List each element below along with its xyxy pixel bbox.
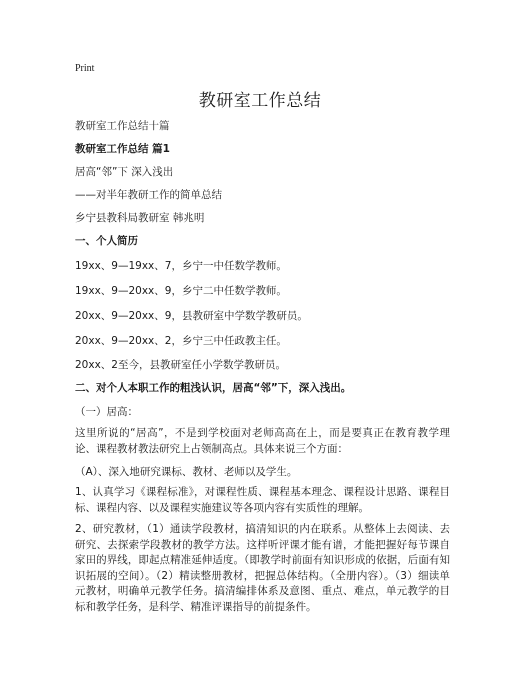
essay-subtitle-line: ——对半年教研工作的简单总结 — [75, 189, 222, 201]
subtitle-line: 教研室工作总结十篇 — [75, 120, 170, 132]
section-heading: 一、个人简历 — [75, 235, 138, 247]
author-line: 乡宁县教科局教研室 韩兆明 — [75, 212, 205, 224]
print-link[interactable]: Print — [75, 63, 95, 74]
section-heading: 二、对个人本职工作的粗浅认识，居高“邻”下，深入浅出。 — [75, 382, 352, 394]
paragraph: 1、认真学习《课程标准》，对课程性质、课程基本理念、课程设计思路、课程目标、课程内容、以及课程实施建议等各项内容有实质性的理解。 — [75, 486, 450, 514]
resume-item: 20xx、2至今，县教研室任小学数学教研员。 — [75, 359, 286, 371]
subsection-heading: （一）居高： — [75, 406, 138, 418]
paragraph: 2、研究教材，（1）通读学段教材，搞清知识的内在联系。从整体上去阅读、去研究、去探索学段教材的教学方法。这样听评课才能有谱，才能把握好每节课自家田的界线，即起点精准延伸适度。（即教学时前面有知识形成的依据，后面有知识拓展的空间）。（2）精读整册教材，把握总体结构。（全册内容）。（3）细读单元教材，明确单元教学任务。搞清编排体系及意图、重点、难点，单元教学的目标和教学任务，是科学、精准评课指导的前提条件。 — [75, 523, 450, 613]
essay-title-line: 居高“邻”下 深入浅出 — [75, 166, 174, 178]
resume-item: 20xx、9—20xx、9，县教研室中学数学教研员。 — [75, 310, 308, 322]
resume-item: 19xx、9—20xx、9，乡宁二中任数学教师。 — [75, 285, 287, 297]
paragraph: （A）、深入地研究课标、教材、老师以及学生。 — [75, 466, 298, 478]
paragraph: 这里所说的“居高”，不是到学校面对老师高高在上，而是要真正在教育教学理论、课程教材教法研究上占领制高点。具体来说三个方面： — [75, 427, 450, 455]
section-heading: 教研室工作总结 篇1 — [75, 143, 170, 155]
page-title: 教研室工作总结 — [198, 91, 322, 111]
resume-item: 19xx、9—19xx、7，乡宁一中任数学教师。 — [75, 260, 287, 272]
resume-item: 20xx、9—20xx、2，乡宁三中任政教主任。 — [75, 335, 287, 347]
